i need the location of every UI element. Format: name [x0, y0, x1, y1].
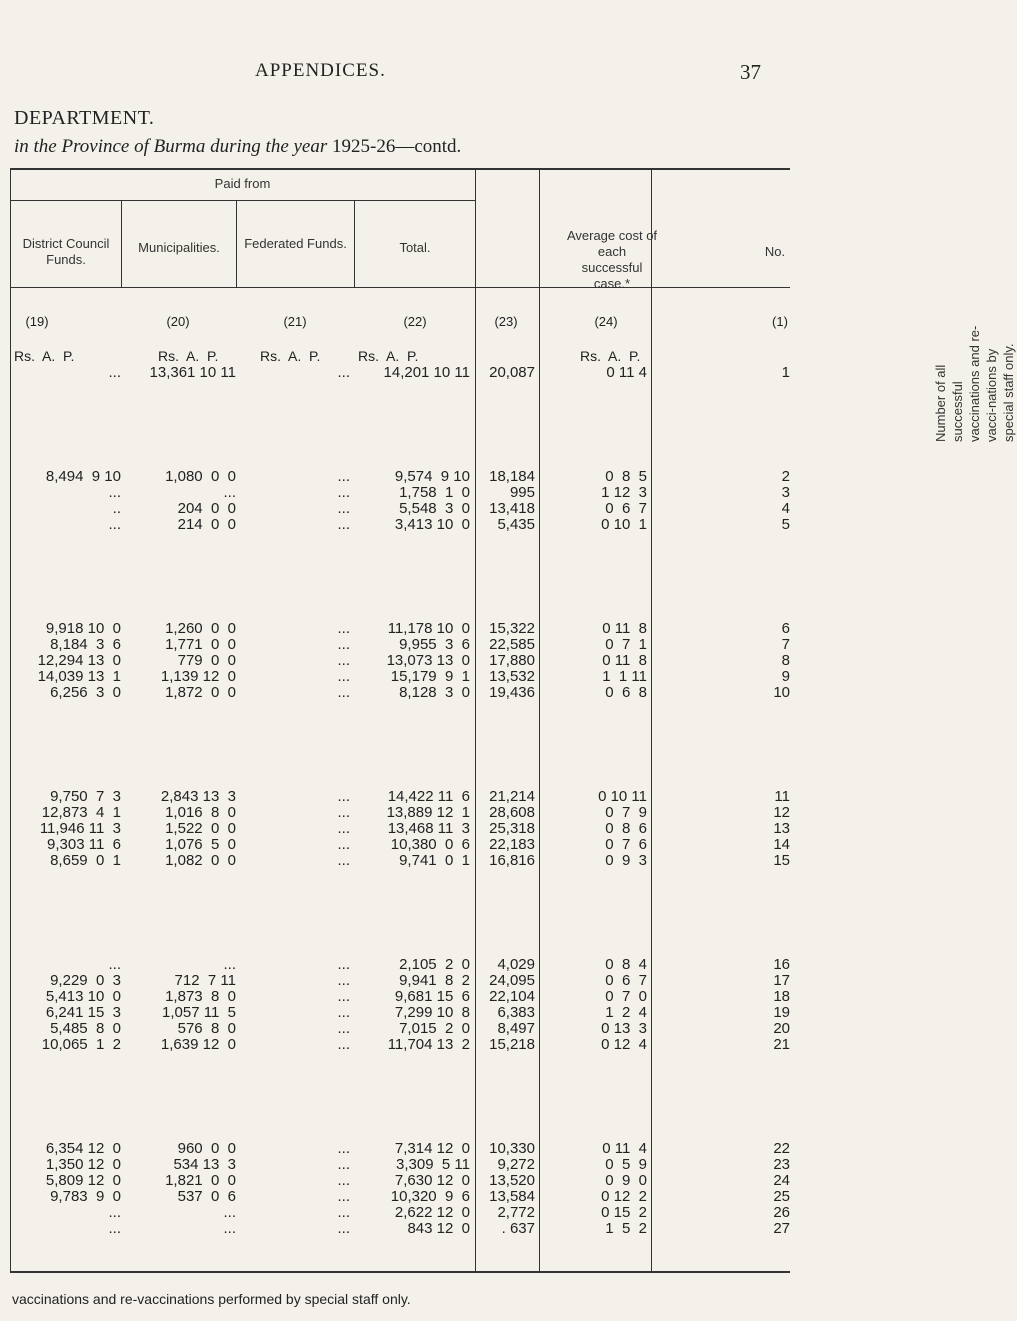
federated-funds-cell: ...: [337, 972, 350, 989]
municipalities-cell: ...: [223, 484, 236, 501]
vaccinations-cell: 6,383: [497, 1004, 535, 1021]
total-cell: 9,941 8 2: [399, 972, 470, 989]
serial-no-cell: 24: [773, 1172, 790, 1189]
vaccinations-cell: 15,218: [489, 1036, 535, 1053]
total-cell: 9,574 9 10: [394, 468, 470, 485]
unit-label: Rs. A. P.: [580, 348, 641, 364]
municipalities-cell: 779 0 0: [177, 652, 236, 669]
left-edge-rule: [10, 168, 11, 1272]
serial-no-cell: 17: [773, 972, 790, 989]
unit-label: Rs. A. P.: [158, 348, 219, 364]
serial-no-cell: 20: [773, 1020, 790, 1037]
serial-no-cell: 21: [773, 1036, 790, 1053]
vaccinations-cell: 16,816: [489, 852, 535, 869]
average-cost-cell: 0 8 6: [605, 820, 647, 837]
vaccinations-cell: . 637: [501, 1220, 535, 1237]
total-cell: 11,704 13 2: [387, 1036, 470, 1053]
vaccinations-cell: 5,435: [497, 516, 535, 533]
table-bottom-rule: [10, 1271, 790, 1273]
vaccinations-cell: 13,532: [489, 668, 535, 685]
unit-label: Rs. A. P.: [260, 348, 321, 364]
paid-from-rule: [10, 200, 475, 201]
federated-funds-cell: ...: [337, 804, 350, 821]
district-council-cell: 12,873 4 1: [41, 804, 121, 821]
municipalities-cell: 712 7 11: [174, 972, 236, 989]
vaccinations-cell: 9,272: [497, 1156, 535, 1173]
municipalities-cell: 1,522 0 0: [165, 820, 236, 837]
vaccinations-cell: 19,436: [489, 684, 535, 701]
federated-funds-cell: ...: [337, 1036, 350, 1053]
district-council-cell: ...: [108, 484, 121, 501]
average-cost-cell: 1 1 11: [602, 668, 647, 685]
serial-no-cell: 4: [781, 500, 790, 517]
total-cell: 15,179 9 1: [390, 668, 470, 685]
average-cost-cell: 0 9 0: [605, 1172, 647, 1189]
district-council-cell: 8,494 9 10: [45, 468, 121, 485]
average-cost-cell: 0 8 4: [605, 956, 647, 973]
average-cost-cell: 0 7 1: [605, 636, 647, 653]
serial-no-cell: 25: [773, 1188, 790, 1205]
municipalities-cell: ...: [223, 1204, 236, 1221]
total-cell: 843 12 0: [407, 1220, 470, 1237]
average-cost-cell: 0 7 9: [605, 804, 647, 821]
vaccinations-cell: 28,608: [489, 804, 535, 821]
total-cell: 1,758 1 0: [399, 484, 470, 501]
average-cost-cell: 0 8 5: [605, 468, 647, 485]
total-cell: 13,073 13 0: [386, 652, 470, 669]
header-serial-no: No.: [764, 244, 786, 259]
total-cell: 5,548 3 0: [399, 500, 470, 517]
total-cell: 13,468 11 3: [387, 820, 470, 837]
federated-funds-cell: ...: [337, 1156, 350, 1173]
average-cost-cell: 0 9 3: [605, 852, 647, 869]
average-cost-cell: 1 12 3: [601, 484, 647, 501]
total-cell: 14,201 10 11: [383, 364, 470, 381]
total-cell: 2,622 12 0: [394, 1204, 470, 1221]
municipalities-cell: 960 0 0: [177, 1140, 236, 1157]
colnum-20: (20): [166, 314, 190, 329]
vaccinations-cell: 8,497: [497, 1020, 535, 1037]
municipalities-cell: 1,082 0 0: [165, 852, 236, 869]
municipalities-cell: 1,873 8 0: [165, 988, 236, 1005]
federated-funds-cell: ...: [337, 468, 350, 485]
vaccinations-cell: 22,183: [489, 836, 535, 853]
serial-no-cell: 12: [773, 804, 790, 821]
serial-no-cell: 13: [773, 820, 790, 837]
page-title: DEPARTMENT.: [14, 107, 155, 129]
total-cell: 2,105 2 0: [399, 956, 470, 973]
serial-no-cell: 6: [781, 620, 790, 637]
district-council-cell: 6,256 3 0: [50, 684, 121, 701]
federated-funds-cell: ...: [337, 636, 350, 653]
header-federated-funds: Federated Funds.: [244, 236, 347, 251]
total-cell: 9,741 0 1: [399, 852, 470, 869]
total-cell: 10,320 9 6: [390, 1188, 470, 1205]
average-cost-cell: 0 11 8: [602, 620, 647, 637]
header-municipalities: Municipalities.: [138, 240, 220, 255]
table-top-rule: [10, 168, 790, 170]
federated-funds-cell: ...: [337, 1172, 350, 1189]
paid-from-header: Paid from: [214, 176, 271, 191]
average-cost-cell: 1 2 4: [605, 1004, 647, 1021]
header-bottom-rule: [10, 287, 790, 288]
colnum-19: (19): [25, 314, 49, 329]
total-cell: 9,955 3 6: [399, 636, 470, 653]
district-council-cell: 6,354 12 0: [45, 1140, 121, 1157]
col-divider: [539, 168, 540, 1272]
federated-funds-cell: ...: [337, 788, 350, 805]
federated-funds-cell: ...: [337, 1140, 350, 1157]
serial-no-cell: 23: [773, 1156, 790, 1173]
serial-no-cell: 5: [781, 516, 790, 533]
federated-funds-cell: ...: [337, 1220, 350, 1237]
federated-funds-cell: ...: [337, 836, 350, 853]
district-council-cell: 5,413 10 0: [45, 988, 121, 1005]
colnum-1: (1): [772, 314, 788, 329]
vaccinations-cell: 22,104: [489, 988, 535, 1005]
federated-funds-cell: ...: [337, 620, 350, 637]
vaccinations-cell: 20,087: [489, 364, 535, 381]
total-cell: 7,630 12 0: [394, 1172, 470, 1189]
district-council-cell: ...: [108, 1204, 121, 1221]
average-cost-cell: 0 10 1: [601, 516, 647, 533]
serial-no-cell: 8: [781, 652, 790, 669]
municipalities-cell: 1,260 0 0: [165, 620, 236, 637]
district-council-cell: ...: [108, 364, 121, 381]
total-cell: 7,314 12 0: [394, 1140, 470, 1157]
federated-funds-cell: ...: [337, 956, 350, 973]
district-council-cell: 9,303 11 6: [47, 836, 121, 853]
serial-no-cell: 15: [773, 852, 790, 869]
federated-funds-cell: ...: [337, 1020, 350, 1037]
district-council-cell: 9,783 9 0: [50, 1188, 121, 1205]
municipalities-cell: 1,057 11 5: [162, 1004, 236, 1021]
vaccinations-cell: 21,214: [489, 788, 535, 805]
serial-no-cell: 9: [781, 668, 790, 685]
vaccinations-cell: 2,772: [497, 1204, 535, 1221]
total-cell: 3,309 5 11: [396, 1156, 470, 1173]
serial-no-cell: 2: [781, 468, 790, 485]
federated-funds-cell: ...: [337, 652, 350, 669]
district-council-cell: 6,241 15 3: [45, 1004, 121, 1021]
serial-no-cell: 7: [781, 636, 790, 653]
average-cost-cell: 0 15 2: [601, 1204, 647, 1221]
unit-label: Rs. A. P.: [14, 348, 75, 364]
footnote: vaccinations and re-vaccinations performed by special staff only.: [12, 1291, 411, 1307]
header-total: Total.: [399, 240, 431, 255]
vaccinations-cell: 15,322: [489, 620, 535, 637]
district-council-cell: ...: [108, 956, 121, 973]
total-cell: 11,178 10 0: [387, 620, 470, 637]
average-cost-cell: 0 7 0: [605, 988, 647, 1005]
federated-funds-cell: ...: [337, 1004, 350, 1021]
district-council-cell: 8,659 0 1: [50, 852, 121, 869]
district-council-cell: 9,918 10 0: [45, 620, 121, 637]
average-cost-cell: 0 6 7: [605, 972, 647, 989]
header-district-council-funds: District Council Funds.: [22, 236, 110, 267]
vaccinations-cell: 13,418: [489, 500, 535, 517]
average-cost-cell: 0 12 2: [601, 1188, 647, 1205]
municipalities-cell: 2,843 13 3: [160, 788, 236, 805]
serial-no-cell: 27: [773, 1220, 790, 1237]
page-header: [0, 60, 800, 90]
municipalities-cell: 537 0 6: [177, 1188, 236, 1205]
average-cost-cell: 0 11 8: [602, 652, 647, 669]
federated-funds-cell: ...: [337, 988, 350, 1005]
municipalities-cell: 214 0 0: [177, 516, 236, 533]
total-cell: 7,299 10 8: [394, 1004, 470, 1021]
serial-no-cell: 26: [773, 1204, 790, 1221]
municipalities-cell: 13,361 10 11: [149, 364, 236, 381]
serial-no-cell: 14: [773, 836, 790, 853]
average-cost-cell: 0 6 8: [605, 684, 647, 701]
total-cell: 3,413 10 0: [394, 516, 470, 533]
subtitle-year: 1925-26—contd.: [332, 136, 462, 157]
municipalities-cell: ...: [223, 956, 236, 973]
municipalities-cell: 534 13 3: [173, 1156, 236, 1173]
subtitle-italic: in the Province of Burma during the year: [14, 136, 328, 157]
district-council-cell: 1,350 12 0: [45, 1156, 121, 1173]
unit-label: Rs. A. P.: [358, 348, 419, 364]
vaccinations-cell: 24,095: [489, 972, 535, 989]
colnum-21: (21): [283, 314, 307, 329]
district-council-cell: 9,229 0 3: [50, 972, 121, 989]
federated-funds-cell: ...: [337, 364, 350, 381]
average-cost-cell: 0 12 4: [601, 1036, 647, 1053]
header-vaccinations-count: Number of all successful vaccinations and re-vacci-nations by special staff only.: [933, 325, 1016, 442]
serial-no-cell: 1: [781, 364, 790, 381]
municipalities-cell: 1,821 0 0: [165, 1172, 236, 1189]
federated-funds-cell: ...: [337, 500, 350, 517]
average-cost-cell: 0 10 11: [598, 788, 647, 805]
total-cell: 7,015 2 0: [399, 1020, 470, 1037]
average-cost-cell: 0 6 7: [605, 500, 647, 517]
district-council-cell: 11,946 11 3: [39, 820, 121, 837]
district-council-cell: 5,485 8 0: [50, 1020, 121, 1037]
total-cell: 13,889 12 1: [386, 804, 470, 821]
district-council-cell: 9,750 7 3: [50, 788, 121, 805]
vaccinations-cell: 25,318: [489, 820, 535, 837]
district-council-cell: ..: [112, 500, 121, 517]
vaccinations-cell: 22,585: [489, 636, 535, 653]
municipalities-cell: 1,139 12 0: [160, 668, 236, 685]
serial-no-cell: 19: [773, 1004, 790, 1021]
district-council-cell: ...: [108, 1220, 121, 1237]
federated-funds-cell: ...: [337, 852, 350, 869]
district-council-cell: 14,039 13 1: [37, 668, 121, 685]
district-council-cell: 10,065 1 2: [41, 1036, 121, 1053]
vaccinations-cell: 10,330: [489, 1140, 535, 1157]
federated-funds-cell: ...: [337, 684, 350, 701]
serial-no-cell: 3: [781, 484, 790, 501]
municipalities-cell: 576 8 0: [177, 1020, 236, 1037]
federated-funds-cell: ...: [337, 668, 350, 685]
vaccinations-cell: 18,184: [489, 468, 535, 485]
page-number: 37: [740, 60, 761, 84]
header-average-cost: Average cost of each successful case.*: [566, 228, 658, 291]
serial-no-cell: 22: [773, 1140, 790, 1157]
federated-funds-cell: ...: [337, 1188, 350, 1205]
serial-no-cell: 16: [773, 956, 790, 973]
total-cell: 8,128 3 0: [399, 684, 470, 701]
district-council-cell: 5,809 12 0: [45, 1172, 121, 1189]
colnum-24: (24): [594, 314, 618, 329]
colnum-23: (23): [494, 314, 518, 329]
average-cost-cell: 0 13 3: [601, 1020, 647, 1037]
federated-funds-cell: ...: [337, 820, 350, 837]
colnum-22: (22): [403, 314, 427, 329]
total-cell: 9,681 15 6: [394, 988, 470, 1005]
federated-funds-cell: ...: [337, 484, 350, 501]
municipalities-cell: 1,771 0 0: [165, 636, 236, 653]
table-subtitle: [14, 136, 461, 158]
vaccinations-cell: 13,584: [489, 1188, 535, 1205]
total-cell: 10,380 0 6: [390, 836, 470, 853]
running-head: APPENDICES.: [255, 60, 386, 81]
district-council-cell: 12,294 13 0: [37, 652, 121, 669]
district-council-cell: 8,184 3 6: [50, 636, 121, 653]
municipalities-cell: 204 0 0: [177, 500, 236, 517]
municipalities-cell: 1,076 5 0: [165, 836, 236, 853]
municipalities-cell: 1,639 12 0: [160, 1036, 236, 1053]
federated-funds-cell: ...: [337, 516, 350, 533]
col-divider: [651, 168, 652, 1272]
vaccinations-cell: 995: [509, 484, 535, 501]
average-cost-cell: 1 5 2: [605, 1220, 647, 1237]
average-cost-cell: 0 11 4: [602, 1140, 647, 1157]
total-cell: 14,422 11 6: [387, 788, 470, 805]
serial-no-cell: 11: [774, 788, 790, 805]
municipalities-cell: ...: [223, 1220, 236, 1237]
district-council-cell: ...: [108, 516, 121, 533]
vaccinations-cell: 17,880: [489, 652, 535, 669]
federated-funds-cell: ...: [337, 1204, 350, 1221]
average-cost-cell: 0 5 9: [605, 1156, 647, 1173]
vaccinations-cell: 13,520: [489, 1172, 535, 1189]
municipalities-cell: 1,080 0 0: [165, 468, 236, 485]
col-divider: [475, 168, 476, 1272]
average-cost-cell: 0 11 4: [606, 364, 647, 381]
vaccinations-cell: 4,029: [497, 956, 535, 973]
municipalities-cell: 1,016 8 0: [165, 804, 236, 821]
average-cost-cell: 0 7 6: [605, 836, 647, 853]
municipalities-cell: 1,872 0 0: [165, 684, 236, 701]
serial-no-cell: 10: [773, 684, 790, 701]
serial-no-cell: 18: [773, 988, 790, 1005]
